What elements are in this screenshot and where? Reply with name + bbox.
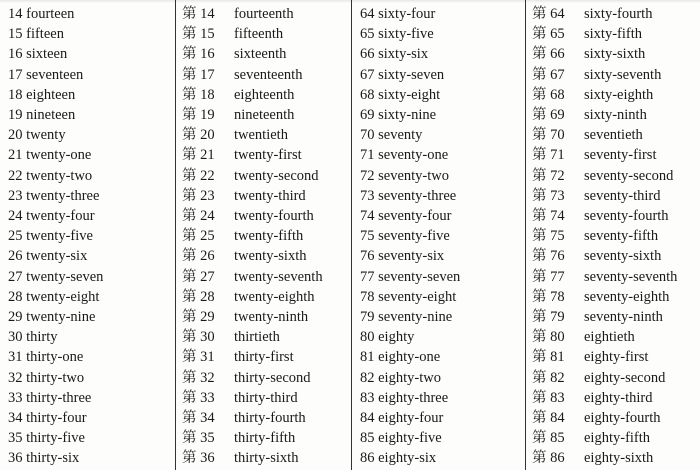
cardinal-row [0, 186, 175, 206]
ordinal-word: sixty-seventh [584, 66, 662, 83]
cardinal-row [352, 388, 525, 408]
ordinal-row [526, 388, 700, 408]
cardinal-row [352, 166, 525, 186]
cardinal-number: 24 [8, 208, 23, 224]
ordinal-chinese-label: 第 65 [532, 26, 565, 43]
cardinal-row [352, 85, 525, 105]
ordinal-chinese-label: 第 86 [532, 450, 565, 467]
cardinal-word: seventy-six [378, 248, 445, 265]
cardinal-number: 17 [8, 66, 23, 83]
ordinal-chinese-label: 第 84 [532, 410, 565, 426]
ordinal-row [176, 287, 351, 307]
ordinal-word: twenty-sixth [234, 248, 307, 265]
cardinal-word: eighty-one [378, 349, 441, 366]
cardinal-number: 23 [8, 187, 23, 204]
ordinal-row [526, 267, 700, 287]
ordinal-chinese-label: 第 24 [182, 208, 215, 224]
ordinal-word: seventy-ninth [584, 309, 663, 325]
ordinal-word: eighty-fourth [584, 410, 661, 426]
cardinal-row [352, 145, 525, 165]
cardinal-number: 65 [360, 26, 375, 43]
cardinal-row [352, 347, 525, 367]
ordinal-chinese-label: 第 75 [532, 228, 565, 245]
cardinal-word: thirty-one [26, 349, 84, 366]
ordinal-chinese-label: 第 68 [532, 86, 565, 103]
ordinal-column-right [526, 0, 700, 470]
ordinal-chinese-label: 第 71 [532, 147, 565, 164]
ordinal-chinese-label: 第 33 [182, 389, 215, 406]
cardinal-word: twenty-eight [26, 288, 100, 305]
cardinal-number: 31 [8, 349, 23, 366]
cardinal-word: seventy-eight [378, 288, 457, 305]
cardinal-number: 67 [360, 66, 375, 83]
cardinal-number: 81 [360, 349, 375, 366]
cardinal-row [0, 267, 175, 287]
cardinal-word: seventy-four [378, 208, 452, 224]
ordinal-chinese-label: 第 28 [182, 288, 215, 305]
cardinal-word: sixty-seven [378, 66, 445, 83]
cardinal-number: 19 [8, 107, 23, 123]
cardinal-word: eighty-four [378, 410, 444, 426]
cardinal-word: twenty-one [26, 147, 92, 164]
ordinal-chinese-label: 第 26 [182, 248, 215, 265]
ordinal-row [526, 408, 700, 428]
cardinal-number: 71 [360, 147, 375, 164]
cardinal-number: 22 [8, 167, 23, 184]
ordinal-word: twenty-fourth [234, 208, 314, 224]
cardinal-row [352, 428, 525, 448]
cardinal-row [352, 24, 525, 44]
cardinal-row [0, 428, 175, 448]
cardinal-number: 66 [360, 46, 375, 63]
cardinal-word: twenty-three [26, 187, 100, 204]
ordinal-word: sixty-fourth [584, 6, 653, 22]
cardinal-row [0, 347, 175, 367]
ordinal-chinese-label: 第 69 [532, 107, 565, 123]
ordinal-row [526, 85, 700, 105]
cardinal-number: 75 [360, 228, 375, 245]
ordinal-chinese-label: 第 82 [532, 369, 565, 386]
ordinal-chinese-label: 第 14 [182, 6, 215, 22]
ordinal-word: thirty-fifth [234, 430, 296, 447]
cardinal-number: 26 [8, 248, 23, 265]
cardinal-number: 34 [8, 410, 23, 426]
cardinal-column-left [0, 0, 176, 470]
ordinal-row [176, 226, 351, 246]
ordinal-chinese-label: 第 79 [532, 309, 565, 325]
ordinal-chinese-label: 第 67 [532, 66, 565, 83]
cardinal-row [0, 166, 175, 186]
ordinal-word: thirty-third [234, 389, 298, 406]
ordinal-row [526, 246, 700, 266]
ordinal-row [526, 125, 700, 145]
cardinal-number: 70 [360, 127, 375, 144]
cardinal-word: seventy [378, 127, 423, 144]
ordinal-row [176, 206, 351, 226]
ordinal-chinese-label: 第 64 [532, 6, 565, 22]
ordinal-chinese-label: 第 85 [532, 430, 565, 447]
ordinal-word: nineteenth [234, 107, 295, 123]
cardinal-row [352, 65, 525, 85]
ordinal-word: fourteenth [234, 6, 294, 22]
ordinal-word: seventeenth [234, 66, 303, 83]
cardinal-number: 79 [360, 309, 375, 325]
cardinal-word: sixteen [26, 46, 68, 63]
ordinal-row [176, 105, 351, 125]
ordinal-word: sixty-sixth [584, 46, 646, 63]
cardinal-number: 86 [360, 450, 375, 467]
cardinal-row [0, 65, 175, 85]
cardinal-word: seventy-two [378, 167, 449, 184]
cardinal-word: twenty [26, 127, 66, 144]
ordinal-chinese-label: 第 22 [182, 167, 215, 184]
cardinal-row [352, 307, 525, 327]
cardinal-number: 85 [360, 430, 375, 447]
ordinal-chinese-label: 第 27 [182, 268, 215, 285]
cardinal-word: seventy-one [378, 147, 449, 164]
cardinal-row [0, 105, 175, 125]
ordinal-word: sixteenth [234, 46, 287, 63]
ordinal-word: seventy-first [584, 147, 657, 164]
ordinal-word: seventy-eighth [584, 288, 670, 305]
ordinal-row [176, 408, 351, 428]
ordinal-row [526, 307, 700, 327]
cardinal-number: 84 [360, 410, 375, 426]
cardinal-row [0, 125, 175, 145]
cardinal-word: thirty-two [26, 369, 85, 386]
cardinal-row [0, 85, 175, 105]
cardinal-word: eighty-five [378, 430, 442, 447]
cardinal-number: 25 [8, 228, 23, 245]
ordinal-chinese-label: 第 30 [182, 329, 215, 346]
ordinal-row [176, 307, 351, 327]
ordinal-chinese-label: 第 35 [182, 430, 215, 447]
ordinal-row [176, 24, 351, 44]
cardinal-row [0, 226, 175, 246]
ordinal-chinese-label: 第 17 [182, 66, 215, 83]
cardinal-word: eighteen [26, 86, 76, 103]
ordinal-row [176, 246, 351, 266]
ordinal-word: twenty-first [234, 147, 302, 164]
ordinal-word: seventy-fifth [584, 228, 659, 245]
ordinal-row [176, 44, 351, 64]
cardinal-word: eighty [378, 329, 415, 346]
ordinal-row [526, 347, 700, 367]
ordinal-chinese-label: 第 72 [532, 167, 565, 184]
ordinal-row [526, 206, 700, 226]
cardinal-number: 33 [8, 389, 23, 406]
cardinal-row [352, 206, 525, 226]
ordinal-chinese-label: 第 19 [182, 107, 215, 123]
ordinal-word: thirtieth [234, 329, 280, 346]
cardinal-word: thirty-three [26, 389, 92, 406]
ordinal-word: seventy-seventh [584, 268, 678, 285]
ordinal-chinese-label: 第 76 [532, 248, 565, 265]
cardinal-row [352, 408, 525, 428]
cardinal-number: 76 [360, 248, 375, 265]
ordinal-row [526, 327, 700, 347]
cardinal-number: 27 [8, 268, 23, 285]
cardinal-row [0, 246, 175, 266]
cardinal-number: 16 [8, 46, 23, 63]
cardinal-word: eighty-two [378, 369, 441, 386]
cardinal-word: sixty-five [378, 26, 434, 43]
cardinal-row [352, 246, 525, 266]
cardinal-number: 20 [8, 127, 23, 144]
ordinal-chinese-label: 第 78 [532, 288, 565, 305]
ordinal-word: eighteenth [234, 86, 295, 103]
ordinal-chinese-label: 第 29 [182, 309, 215, 325]
ordinal-row [526, 44, 700, 64]
ordinal-row [526, 448, 700, 468]
cardinal-word: fifteen [26, 26, 64, 43]
ordinal-row [176, 428, 351, 448]
ordinal-word: twenty-eighth [234, 288, 315, 305]
ordinal-chinese-label: 第 81 [532, 349, 565, 366]
cardinal-word: twenty-nine [26, 309, 96, 325]
cardinal-row [0, 145, 175, 165]
ordinal-word: eighty-third [584, 389, 653, 406]
cardinal-row [352, 125, 525, 145]
ordinal-word: twenty-third [234, 187, 306, 204]
ordinal-word: eighty-fifth [584, 430, 651, 447]
ordinal-word: seventy-sixth [584, 248, 662, 265]
cardinal-row [352, 44, 525, 64]
ordinal-chinese-label: 第 77 [532, 268, 565, 285]
ordinal-row [526, 105, 700, 125]
cardinal-row [0, 287, 175, 307]
ordinal-row [526, 226, 700, 246]
cardinal-word: seventeen [26, 66, 84, 83]
cardinal-number: 82 [360, 369, 375, 386]
cardinal-row [352, 368, 525, 388]
ordinal-word: twenty-fifth [234, 228, 304, 245]
cardinal-word: twenty-six [26, 248, 88, 265]
ordinal-row [176, 327, 351, 347]
ordinal-chinese-label: 第 34 [182, 410, 215, 426]
cardinal-word: sixty-six [378, 46, 429, 63]
cardinal-number: 35 [8, 430, 23, 447]
ordinal-column-left [176, 0, 352, 470]
ordinal-chinese-label: 第 15 [182, 26, 215, 43]
cardinal-number: 14 [8, 6, 23, 22]
ordinal-word: seventy-third [584, 187, 661, 204]
cardinal-number: 32 [8, 369, 23, 386]
ordinal-row [526, 186, 700, 206]
ordinal-chinese-label: 第 18 [182, 86, 215, 103]
cardinal-word: seventy-seven [378, 268, 461, 285]
ordinal-word: thirty-first [234, 349, 294, 366]
cardinal-number: 30 [8, 329, 23, 346]
cardinal-number: 64 [360, 6, 375, 22]
ordinal-chinese-label: 第 70 [532, 127, 565, 144]
cardinal-row [0, 307, 175, 327]
cardinal-word: eighty-six [378, 450, 437, 467]
cardinal-word: seventy-three [378, 187, 457, 204]
cardinal-row [0, 4, 175, 24]
cardinal-word: fourteen [26, 6, 75, 22]
cardinal-word: twenty-two [26, 167, 93, 184]
ordinal-row [526, 65, 700, 85]
ordinal-word: seventy-fourth [584, 208, 669, 224]
cardinal-row [0, 44, 175, 64]
cardinal-number: 77 [360, 268, 375, 285]
ordinal-row [176, 125, 351, 145]
ordinal-word: twenty-ninth [234, 309, 309, 325]
ordinal-word: seventieth [584, 127, 643, 144]
cardinal-row [352, 327, 525, 347]
cardinal-row [0, 408, 175, 428]
ordinal-chinese-label: 第 32 [182, 369, 215, 386]
cardinal-number: 74 [360, 208, 375, 224]
cardinal-number: 36 [8, 450, 23, 467]
cardinal-word: thirty-five [26, 430, 85, 447]
ordinal-row [526, 368, 700, 388]
ordinal-chinese-label: 第 21 [182, 147, 215, 164]
ordinal-word: twentieth [234, 127, 288, 144]
cardinal-word: twenty-four [26, 208, 95, 224]
cardinal-number: 15 [8, 26, 23, 43]
cardinal-number: 21 [8, 147, 23, 164]
ordinal-word: thirty-sixth [234, 450, 299, 467]
ordinal-chinese-label: 第 36 [182, 450, 215, 467]
ordinal-word: eighty-sixth [584, 450, 654, 467]
cardinal-row [352, 287, 525, 307]
ordinal-row [176, 85, 351, 105]
ordinal-word: sixty-eighth [584, 86, 654, 103]
ordinal-row [176, 65, 351, 85]
cardinal-number: 83 [360, 389, 375, 406]
ordinal-row [176, 347, 351, 367]
cardinal-word: thirty-six [26, 450, 80, 467]
cardinal-row [352, 4, 525, 24]
cardinal-row [0, 368, 175, 388]
cardinal-row [0, 388, 175, 408]
ordinal-word: thirty-fourth [234, 410, 306, 426]
ordinal-chinese-label: 第 74 [532, 208, 565, 224]
cardinal-word: seventy-five [378, 228, 450, 245]
ordinal-row [176, 4, 351, 24]
cardinal-number: 18 [8, 86, 23, 103]
ordinal-word: seventy-second [584, 167, 674, 184]
ordinal-word: eightieth [584, 329, 635, 346]
cardinal-row [0, 327, 175, 347]
cardinal-word: sixty-four [378, 6, 436, 22]
cardinal-number: 29 [8, 309, 23, 325]
ordinal-row [176, 145, 351, 165]
ordinal-chinese-label: 第 73 [532, 187, 565, 204]
cardinal-number: 72 [360, 167, 375, 184]
cardinal-row [352, 186, 525, 206]
cardinal-number: 80 [360, 329, 375, 346]
ordinal-word: twenty-second [234, 167, 319, 184]
cardinal-word: thirty [26, 329, 58, 346]
ordinal-row [526, 145, 700, 165]
ordinal-row [526, 166, 700, 186]
cardinal-number: 28 [8, 288, 23, 305]
cardinal-word: eighty-three [378, 389, 449, 406]
ordinal-chinese-label: 第 16 [182, 46, 215, 63]
ordinal-chinese-label: 第 83 [532, 389, 565, 406]
ordinal-word: sixty-ninth [584, 107, 647, 123]
cardinal-row [352, 267, 525, 287]
cardinal-row [0, 206, 175, 226]
ordinal-chinese-label: 第 31 [182, 349, 215, 366]
ordinal-row [526, 428, 700, 448]
ordinal-chinese-label: 第 80 [532, 329, 565, 346]
ordinal-word: eighty-second [584, 369, 666, 386]
cardinal-row [352, 226, 525, 246]
ordinal-row [176, 267, 351, 287]
ordinal-row [176, 186, 351, 206]
cardinal-word: sixty-eight [378, 86, 441, 103]
ordinal-row [526, 287, 700, 307]
ordinal-chinese-label: 第 25 [182, 228, 215, 245]
ordinal-word: eighty-first [584, 349, 649, 366]
ordinal-row [176, 368, 351, 388]
cardinal-row [0, 24, 175, 44]
cardinal-word: thirty-four [26, 410, 87, 426]
cardinal-number: 69 [360, 107, 375, 123]
cardinal-row [352, 448, 525, 468]
ordinal-row [176, 448, 351, 468]
ordinal-row [176, 166, 351, 186]
ordinal-chinese-label: 第 20 [182, 127, 215, 144]
cardinal-word: sixty-nine [378, 107, 437, 123]
ordinal-chinese-label: 第 66 [532, 46, 565, 63]
ordinal-row [526, 24, 700, 44]
ordinal-row [176, 388, 351, 408]
ordinal-chinese-label: 第 23 [182, 187, 215, 204]
cardinal-row [352, 105, 525, 125]
ordinal-word: twenty-seventh [234, 268, 323, 285]
cardinal-number: 68 [360, 86, 375, 103]
ordinal-word: thirty-second [234, 369, 311, 386]
cardinal-word: seventy-nine [378, 309, 453, 325]
cardinal-word: nineteen [26, 107, 76, 123]
cardinal-column-right [352, 0, 526, 470]
cardinal-number: 78 [360, 288, 375, 305]
cardinal-row [0, 448, 175, 468]
cardinal-word: twenty-seven [26, 268, 104, 285]
ordinal-row [526, 4, 700, 24]
ordinal-word: fifteenth [234, 26, 284, 43]
ordinal-word: sixty-fifth [584, 26, 642, 43]
cardinal-word: twenty-five [26, 228, 93, 245]
cardinal-number: 73 [360, 187, 375, 204]
